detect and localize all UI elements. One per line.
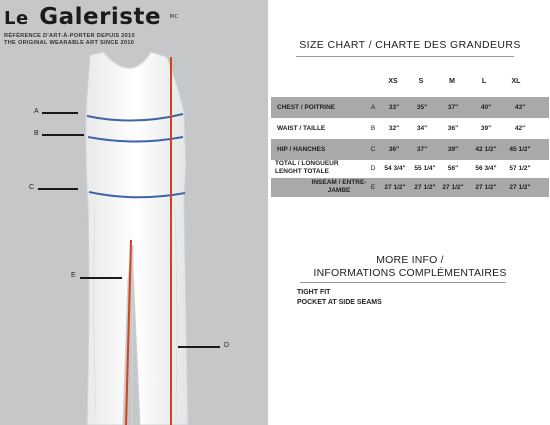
- row-value-xs: 33": [388, 104, 400, 111]
- size-row-waist: [271, 118, 549, 139]
- row-value-xl: 42": [514, 125, 526, 132]
- brand-tagline-fr: RÉFÉRENCE D'ART-À-PORTER DEPUIS 2010: [4, 33, 135, 39]
- jumpsuit-illustration: [0, 0, 268, 425]
- size-row-total-length: [271, 160, 549, 178]
- size-header-s: S: [418, 78, 424, 85]
- row-label: INSEAM / ENTRE-JAMBE: [311, 179, 367, 194]
- row-value-l: 39": [480, 125, 492, 132]
- row-code: D: [370, 165, 376, 172]
- more-info-title-line1: MORE INFO /: [376, 254, 444, 266]
- row-value-m: 56": [447, 165, 459, 172]
- title-divider: [296, 56, 514, 57]
- row-value-xl: 57 1/2": [509, 165, 531, 172]
- row-value-xs: 32": [388, 125, 400, 132]
- label-a: A: [34, 108, 39, 115]
- row-value-m: 27 1/2": [442, 184, 464, 191]
- row-value-s: 55 1/4": [414, 165, 436, 172]
- row-value-l: 40": [480, 104, 492, 111]
- leader-a: [42, 112, 78, 114]
- size-header-xs: XS: [388, 78, 398, 85]
- leader-c: [38, 188, 78, 190]
- leader-e: [80, 277, 122, 279]
- jumpsuit-body: [86, 52, 188, 425]
- label-e: E: [71, 272, 76, 279]
- size-row-chest: [271, 97, 549, 118]
- row-value-xs: 27 1/2": [384, 184, 406, 191]
- row-value-s: 27 1/2": [414, 184, 436, 191]
- size-chart-title: SIZE CHART / CHARTE DES GRANDEURS: [299, 39, 521, 51]
- row-value-m: 39": [447, 146, 459, 153]
- detail-fit: TIGHT FIT: [297, 289, 331, 296]
- row-code: E: [370, 184, 376, 191]
- row-code: B: [370, 125, 376, 132]
- product-panel: [0, 0, 268, 425]
- brand-logo: [4, 3, 178, 47]
- row-label: TOTAL / LONGUEUR LENGHT TOTALE: [275, 160, 339, 175]
- size-row-inseam: [271, 178, 549, 197]
- brand-name: [4, 3, 178, 33]
- more-info-title-line2: INFORMATIONS COMPLÉMENTAIRES: [313, 267, 507, 279]
- size-row-hip: [271, 139, 549, 160]
- row-code: C: [370, 146, 376, 153]
- brand-mark: MC: [169, 14, 179, 20]
- row-value-m: 37": [447, 104, 459, 111]
- row-value-l: 27 1/2": [475, 184, 497, 191]
- label-d: D: [224, 342, 230, 349]
- detail-pockets: POCKET AT SIDE SEAMS: [297, 299, 382, 306]
- row-value-xl: 43": [514, 104, 526, 111]
- row-label: HIP / HANCHES: [277, 146, 326, 153]
- brand-main: Galeriste: [39, 4, 162, 30]
- row-label: CHEST / POITRINE: [277, 104, 336, 111]
- leader-b: [42, 134, 84, 136]
- label-c: C: [29, 184, 35, 191]
- row-label: WAIST / TAILLE: [277, 125, 326, 132]
- row-value-xs: 54 3/4": [384, 165, 406, 172]
- row-value-s: 37": [416, 146, 428, 153]
- row-value-l: 56 3/4": [475, 165, 497, 172]
- brand-prefix: Le: [4, 8, 29, 29]
- row-code: A: [370, 104, 376, 111]
- size-header-m: M: [449, 78, 455, 85]
- row-value-s: 34": [416, 125, 428, 132]
- row-value-m: 36": [447, 125, 459, 132]
- row-value-s: 35": [416, 104, 428, 111]
- row-value-xs: 36": [388, 146, 400, 153]
- label-b: B: [34, 130, 39, 137]
- row-value-xl: 45 1/2": [509, 146, 531, 153]
- brand-tagline-en: THE ORIGINAL WEARABLE ART SINCE 2010: [4, 40, 135, 46]
- size-header-xl: XL: [511, 78, 521, 85]
- more-info-title: [270, 254, 550, 280]
- size-header-l: L: [481, 78, 487, 85]
- row-value-xl: 27 1/2": [509, 184, 531, 191]
- more-info-divider: [300, 282, 506, 283]
- row-value-l: 42 1/2": [475, 146, 497, 153]
- leader-d: [178, 346, 220, 348]
